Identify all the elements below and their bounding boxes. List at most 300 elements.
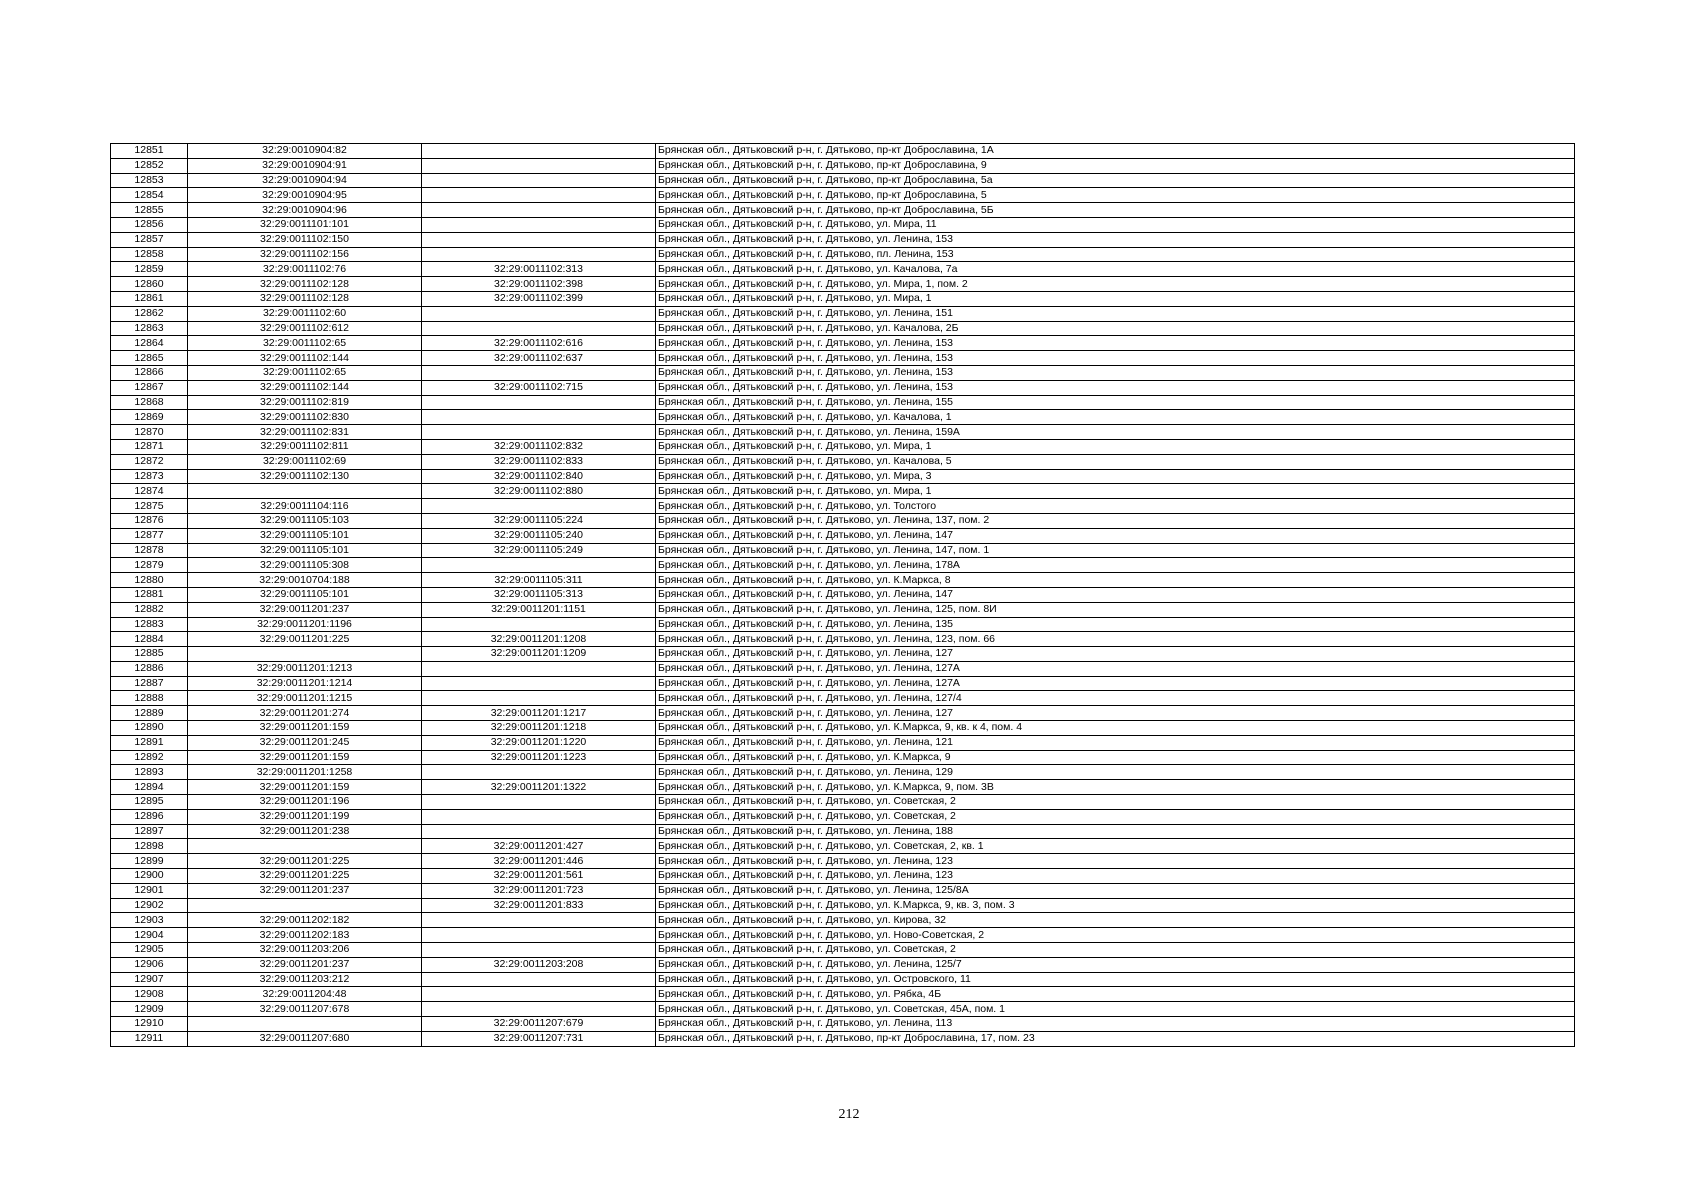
address-cell: Брянская обл., Дятьковский р-н, г. Дятьково, ул. Советская, 45А, пом. 1 bbox=[656, 1002, 1575, 1017]
related-cadastral-number-cell: 32:29:0011203:208 bbox=[422, 957, 656, 972]
address-cell: Брянская обл., Дятьковский р-н, г. Дятьково, ул. Ленина, 127/4 bbox=[656, 691, 1575, 706]
record-number-cell: 12878 bbox=[111, 543, 188, 558]
table-row bbox=[111, 513, 1575, 528]
record-number-cell: 12853 bbox=[111, 173, 188, 188]
record-number-cell: 12893 bbox=[111, 765, 188, 780]
record-number-cell: 12864 bbox=[111, 336, 188, 351]
cadastral-number-cell: 32:29:0011207:678 bbox=[188, 1002, 422, 1017]
table-row bbox=[111, 661, 1575, 676]
table-row bbox=[111, 928, 1575, 943]
page-number: 212 bbox=[838, 1107, 860, 1122]
related-cadastral-number-cell bbox=[422, 661, 656, 676]
address-cell: Брянская обл., Дятьковский р-н, г. Дятьково, ул. Ленина, 123, пом. 66 bbox=[656, 632, 1575, 647]
table-row bbox=[111, 321, 1575, 336]
cadastral-number-cell: 32:29:0010904:91 bbox=[188, 158, 422, 173]
record-number-cell: 12892 bbox=[111, 750, 188, 765]
record-number-cell: 12875 bbox=[111, 499, 188, 514]
table-row bbox=[111, 809, 1575, 824]
record-number-cell: 12862 bbox=[111, 306, 188, 321]
related-cadastral-number-cell: 32:29:0011102:880 bbox=[422, 484, 656, 499]
related-cadastral-number-cell bbox=[422, 913, 656, 928]
record-number-cell: 12886 bbox=[111, 661, 188, 676]
cadastral-number-cell: 32:29:0011102:156 bbox=[188, 247, 422, 262]
address-cell: Брянская обл., Дятьковский р-н, г. Дятьково, ул. Ленина, 125, пом. 8И bbox=[656, 602, 1575, 617]
related-cadastral-number-cell: 32:29:0011105:313 bbox=[422, 587, 656, 602]
address-cell: Брянская обл., Дятьковский р-н, г. Дятьково, ул. Ленина, 147 bbox=[656, 528, 1575, 543]
table-row bbox=[111, 277, 1575, 292]
related-cadastral-number-cell: 32:29:0011201:1151 bbox=[422, 602, 656, 617]
related-cadastral-number-cell bbox=[422, 765, 656, 780]
related-cadastral-number-cell: 32:29:0011105:249 bbox=[422, 543, 656, 558]
table-row bbox=[111, 543, 1575, 558]
record-number-cell: 12877 bbox=[111, 528, 188, 543]
address-cell: Брянская обл., Дятьковский р-н, г. Дятьково, ул. Толстого bbox=[656, 499, 1575, 514]
address-cell: Брянская обл., Дятьковский р-н, г. Дятьково, пр-кт Доброславина, 5 bbox=[656, 188, 1575, 203]
table-row bbox=[111, 706, 1575, 721]
related-cadastral-number-cell: 32:29:0011102:637 bbox=[422, 351, 656, 366]
related-cadastral-number-cell: 32:29:0011102:832 bbox=[422, 439, 656, 454]
cadastral-number-cell: 32:29:0011102:76 bbox=[188, 262, 422, 277]
address-cell: Брянская обл., Дятьковский р-н, г. Дятьково, ул. Рябка, 4Б bbox=[656, 987, 1575, 1002]
cadastral-number-cell bbox=[188, 484, 422, 499]
record-number-cell: 12856 bbox=[111, 217, 188, 232]
table-row bbox=[111, 558, 1575, 573]
address-cell: Брянская обл., Дятьковский р-н, г. Дятьково, пр-кт Доброславина, 1А bbox=[656, 144, 1575, 159]
record-number-cell: 12890 bbox=[111, 721, 188, 736]
record-number-cell: 12896 bbox=[111, 809, 188, 824]
table-row bbox=[111, 735, 1575, 750]
table-row bbox=[111, 336, 1575, 351]
record-number-cell: 12884 bbox=[111, 632, 188, 647]
cadastral-number-cell: 32:29:0011201:199 bbox=[188, 809, 422, 824]
related-cadastral-number-cell bbox=[422, 232, 656, 247]
table-row bbox=[111, 913, 1575, 928]
address-cell: Брянская обл., Дятьковский р-н, г. Дятьково, ул. Ленина, 129 bbox=[656, 765, 1575, 780]
record-number-cell: 12860 bbox=[111, 277, 188, 292]
related-cadastral-number-cell: 32:29:0011102:833 bbox=[422, 454, 656, 469]
table-row bbox=[111, 291, 1575, 306]
related-cadastral-number-cell bbox=[422, 676, 656, 691]
address-cell: Брянская обл., Дятьковский р-н, г. Дятьково, ул. Островского, 11 bbox=[656, 972, 1575, 987]
related-cadastral-number-cell: 32:29:0011102:616 bbox=[422, 336, 656, 351]
address-cell: Брянская обл., Дятьковский р-н, г. Дятьково, ул. Ново-Советская, 2 bbox=[656, 928, 1575, 943]
record-number-cell: 12858 bbox=[111, 247, 188, 262]
record-number-cell: 12873 bbox=[111, 469, 188, 484]
cadastral-number-cell: 32:29:0010904:96 bbox=[188, 203, 422, 218]
related-cadastral-number-cell bbox=[422, 499, 656, 514]
table-row bbox=[111, 1002, 1575, 1017]
record-number-cell: 12863 bbox=[111, 321, 188, 336]
record-number-cell: 12861 bbox=[111, 291, 188, 306]
cadastral-number-cell: 32:29:0011204:48 bbox=[188, 987, 422, 1002]
related-cadastral-number-cell: 32:29:0011201:446 bbox=[422, 854, 656, 869]
record-number-cell: 12885 bbox=[111, 647, 188, 662]
related-cadastral-number-cell bbox=[422, 306, 656, 321]
address-cell: Брянская обл., Дятьковский р-н, г. Дятьково, ул. Ленина, 113 bbox=[656, 1017, 1575, 1032]
cadastral-number-cell: 32:29:0011201:1215 bbox=[188, 691, 422, 706]
cadastral-number-cell: 32:29:0011102:128 bbox=[188, 291, 422, 306]
table-row bbox=[111, 144, 1575, 159]
table-row bbox=[111, 780, 1575, 795]
record-number-cell: 12883 bbox=[111, 617, 188, 632]
table-row bbox=[111, 587, 1575, 602]
cadastral-number-cell: 32:29:0011201:225 bbox=[188, 869, 422, 884]
address-cell: Брянская обл., Дятьковский р-н, г. Дятьково, ул. Ленина, 127 bbox=[656, 706, 1575, 721]
table-row bbox=[111, 217, 1575, 232]
address-cell: Брянская обл., Дятьковский р-н, г. Дятьково, ул. К.Маркса, 9, кв. к 4, пом. 4 bbox=[656, 721, 1575, 736]
address-cell: Брянская обл., Дятьковский р-н, г. Дятьково, ул. Мира, 1 bbox=[656, 439, 1575, 454]
table-row bbox=[111, 1031, 1575, 1046]
related-cadastral-number-cell bbox=[422, 144, 656, 159]
related-cadastral-number-cell bbox=[422, 691, 656, 706]
record-number-cell: 12898 bbox=[111, 839, 188, 854]
related-cadastral-number-cell: 32:29:0011207:731 bbox=[422, 1031, 656, 1046]
record-number-cell: 12891 bbox=[111, 735, 188, 750]
record-number-cell: 12854 bbox=[111, 188, 188, 203]
record-number-cell: 12908 bbox=[111, 987, 188, 1002]
address-cell: Брянская обл., Дятьковский р-н, г. Дятьково, ул. К.Маркса, 9, пом. 3В bbox=[656, 780, 1575, 795]
related-cadastral-number-cell: 32:29:0011207:679 bbox=[422, 1017, 656, 1032]
related-cadastral-number-cell bbox=[422, 795, 656, 810]
cadastral-number-cell: 32:29:0011201:237 bbox=[188, 602, 422, 617]
table-row bbox=[111, 395, 1575, 410]
address-cell: Брянская обл., Дятьковский р-н, г. Дятьково, ул. Кирова, 32 bbox=[656, 913, 1575, 928]
table-row bbox=[111, 957, 1575, 972]
cadastral-number-cell: 32:29:0011102:831 bbox=[188, 425, 422, 440]
cadastral-number-cell: 32:29:0011201:237 bbox=[188, 883, 422, 898]
related-cadastral-number-cell bbox=[422, 809, 656, 824]
record-number-cell: 12852 bbox=[111, 158, 188, 173]
cadastral-number-cell: 32:29:0011105:103 bbox=[188, 513, 422, 528]
address-cell: Брянская обл., Дятьковский р-н, г. Дятьково, ул. Мира, 1, пом. 2 bbox=[656, 277, 1575, 292]
related-cadastral-number-cell bbox=[422, 410, 656, 425]
table-row bbox=[111, 632, 1575, 647]
cadastral-number-cell: 32:29:0011102:830 bbox=[188, 410, 422, 425]
address-cell: Брянская обл., Дятьковский р-н, г. Дятьково, ул. Ленина, 135 bbox=[656, 617, 1575, 632]
table-row bbox=[111, 943, 1575, 958]
record-number-cell: 12905 bbox=[111, 943, 188, 958]
cadastral-number-cell: 32:29:0010904:82 bbox=[188, 144, 422, 159]
record-number-cell: 12851 bbox=[111, 144, 188, 159]
registry-table bbox=[110, 143, 1575, 1047]
table-row bbox=[111, 380, 1575, 395]
registry-table-body bbox=[111, 144, 1575, 1047]
related-cadastral-number-cell: 32:29:0011102:398 bbox=[422, 277, 656, 292]
address-cell: Брянская обл., Дятьковский р-н, г. Дятьково, ул. Ленина, 153 bbox=[656, 336, 1575, 351]
cadastral-number-cell bbox=[188, 898, 422, 913]
cadastral-number-cell bbox=[188, 647, 422, 662]
cadastral-number-cell: 32:29:0011102:144 bbox=[188, 351, 422, 366]
record-number-cell: 12902 bbox=[111, 898, 188, 913]
address-cell: Брянская обл., Дятьковский р-н, г. Дятьково, ул. Ленина, 188 bbox=[656, 824, 1575, 839]
table-row bbox=[111, 883, 1575, 898]
table-row bbox=[111, 898, 1575, 913]
address-cell: Брянская обл., Дятьковский р-н, г. Дятьково, пр-кт Доброславина, 17, пом. 23 bbox=[656, 1031, 1575, 1046]
address-cell: Брянская обл., Дятьковский р-н, г. Дятьково, ул. Ленина, 159А bbox=[656, 425, 1575, 440]
cadastral-number-cell: 32:29:0011102:144 bbox=[188, 380, 422, 395]
related-cadastral-number-cell bbox=[422, 558, 656, 573]
related-cadastral-number-cell: 32:29:0011201:723 bbox=[422, 883, 656, 898]
related-cadastral-number-cell bbox=[422, 943, 656, 958]
address-cell: Брянская обл., Дятьковский р-н, г. Дятьково, ул. Советская, 2 bbox=[656, 809, 1575, 824]
related-cadastral-number-cell bbox=[422, 247, 656, 262]
related-cadastral-number-cell bbox=[422, 972, 656, 987]
table-row bbox=[111, 351, 1575, 366]
record-number-cell: 12897 bbox=[111, 824, 188, 839]
record-number-cell: 12870 bbox=[111, 425, 188, 440]
table-row bbox=[111, 647, 1575, 662]
related-cadastral-number-cell bbox=[422, 824, 656, 839]
related-cadastral-number-cell: 32:29:0011201:1220 bbox=[422, 735, 656, 750]
record-number-cell: 12889 bbox=[111, 706, 188, 721]
cadastral-number-cell: 32:29:0011201:196 bbox=[188, 795, 422, 810]
record-number-cell: 12876 bbox=[111, 513, 188, 528]
cadastral-number-cell: 32:29:0011104:116 bbox=[188, 499, 422, 514]
table-row bbox=[111, 602, 1575, 617]
table-row bbox=[111, 765, 1575, 780]
cadastral-number-cell: 32:29:0011102:65 bbox=[188, 365, 422, 380]
related-cadastral-number-cell bbox=[422, 928, 656, 943]
address-cell: Брянская обл., Дятьковский р-н, г. Дятьково, ул. Ленина, 151 bbox=[656, 306, 1575, 321]
cadastral-number-cell: 32:29:0011203:206 bbox=[188, 943, 422, 958]
cadastral-number-cell: 32:29:0011105:101 bbox=[188, 587, 422, 602]
table-row bbox=[111, 573, 1575, 588]
related-cadastral-number-cell bbox=[422, 217, 656, 232]
record-number-cell: 12887 bbox=[111, 676, 188, 691]
related-cadastral-number-cell: 32:29:0011102:399 bbox=[422, 291, 656, 306]
table-row bbox=[111, 262, 1575, 277]
address-cell: Брянская обл., Дятьковский р-н, г. Дятьково, ул. Ленина, 123 bbox=[656, 869, 1575, 884]
related-cadastral-number-cell bbox=[422, 203, 656, 218]
cadastral-number-cell: 32:29:0011201:1214 bbox=[188, 676, 422, 691]
table-row bbox=[111, 158, 1575, 173]
address-cell: Брянская обл., Дятьковский р-н, г. Дятьково, ул. Мира, 11 bbox=[656, 217, 1575, 232]
related-cadastral-number-cell: 32:29:0011201:1208 bbox=[422, 632, 656, 647]
cadastral-number-cell: 32:29:0011201:237 bbox=[188, 957, 422, 972]
table-row bbox=[111, 972, 1575, 987]
address-cell: Брянская обл., Дятьковский р-н, г. Дятьково, ул. Мира, 1 bbox=[656, 484, 1575, 499]
table-row bbox=[111, 691, 1575, 706]
cadastral-number-cell: 32:29:0011102:65 bbox=[188, 336, 422, 351]
table-row bbox=[111, 173, 1575, 188]
address-cell: Брянская обл., Дятьковский р-н, г. Дятьково, ул. Ленина, 147, пом. 1 bbox=[656, 543, 1575, 558]
table-row bbox=[111, 721, 1575, 736]
cadastral-number-cell: 32:29:0011102:612 bbox=[188, 321, 422, 336]
table-row bbox=[111, 454, 1575, 469]
address-cell: Брянская обл., Дятьковский р-н, г. Дятьково, пр-кт Доброславина, 5а bbox=[656, 173, 1575, 188]
address-cell: Брянская обл., Дятьковский р-н, г. Дятьково, ул. Ленина, 125/8А bbox=[656, 883, 1575, 898]
address-cell: Брянская обл., Дятьковский р-н, г. Дятьково, ул. Качалова, 7а bbox=[656, 262, 1575, 277]
address-cell: Брянская обл., Дятьковский р-н, г. Дятьково, ул. Советская, 2, кв. 1 bbox=[656, 839, 1575, 854]
record-number-cell: 12855 bbox=[111, 203, 188, 218]
table-row bbox=[111, 617, 1575, 632]
related-cadastral-number-cell: 32:29:0011201:1218 bbox=[422, 721, 656, 736]
table-row bbox=[111, 824, 1575, 839]
record-number-cell: 12879 bbox=[111, 558, 188, 573]
table-row bbox=[111, 232, 1575, 247]
related-cadastral-number-cell bbox=[422, 365, 656, 380]
cadastral-number-cell: 32:29:0011202:182 bbox=[188, 913, 422, 928]
address-cell: Брянская обл., Дятьковский р-н, г. Дятьково, ул. Советская, 2 bbox=[656, 943, 1575, 958]
cadastral-number-cell: 32:29:0011105:308 bbox=[188, 558, 422, 573]
record-number-cell: 12909 bbox=[111, 1002, 188, 1017]
cadastral-number-cell: 32:29:0011207:680 bbox=[188, 1031, 422, 1046]
cadastral-number-cell: 32:29:0011105:101 bbox=[188, 543, 422, 558]
cadastral-number-cell: 32:29:0011201:238 bbox=[188, 824, 422, 839]
related-cadastral-number-cell: 32:29:0011102:313 bbox=[422, 262, 656, 277]
address-cell: Брянская обл., Дятьковский р-н, г. Дятьково, ул. Ленина, 153 bbox=[656, 351, 1575, 366]
record-number-cell: 12899 bbox=[111, 854, 188, 869]
table-row bbox=[111, 365, 1575, 380]
table-row bbox=[111, 750, 1575, 765]
record-number-cell: 12904 bbox=[111, 928, 188, 943]
address-cell: Брянская обл., Дятьковский р-н, г. Дятьково, ул. Качалова, 5 bbox=[656, 454, 1575, 469]
table-row bbox=[111, 499, 1575, 514]
cadastral-number-cell: 32:29:0011201:159 bbox=[188, 721, 422, 736]
cadastral-number-cell: 32:29:0011201:159 bbox=[188, 750, 422, 765]
cadastral-number-cell: 32:29:0011201:1258 bbox=[188, 765, 422, 780]
record-number-cell: 12882 bbox=[111, 602, 188, 617]
address-cell: Брянская обл., Дятьковский р-н, г. Дятьково, ул. К.Маркса, 9, кв. 3, пом. 3 bbox=[656, 898, 1575, 913]
record-number-cell: 12903 bbox=[111, 913, 188, 928]
cadastral-number-cell: 32:29:0011201:1196 bbox=[188, 617, 422, 632]
related-cadastral-number-cell bbox=[422, 173, 656, 188]
table-row bbox=[111, 439, 1575, 454]
table-row bbox=[111, 839, 1575, 854]
address-cell: Брянская обл., Дятьковский р-н, г. Дятьково, ул. Советская, 2 bbox=[656, 795, 1575, 810]
table-row bbox=[111, 676, 1575, 691]
record-number-cell: 12865 bbox=[111, 351, 188, 366]
related-cadastral-number-cell: 32:29:0011201:561 bbox=[422, 869, 656, 884]
address-cell: Брянская обл., Дятьковский р-н, г. Дятьково, ул. К.Маркса, 8 bbox=[656, 573, 1575, 588]
cadastral-number-cell: 32:29:0011203:212 bbox=[188, 972, 422, 987]
cadastral-number-cell: 32:29:0010704:188 bbox=[188, 573, 422, 588]
address-cell: Брянская обл., Дятьковский р-н, г. Дятьково, ул. Ленина, 155 bbox=[656, 395, 1575, 410]
address-cell: Брянская обл., Дятьковский р-н, г. Дятьково, ул. Ленина, 127А bbox=[656, 676, 1575, 691]
address-cell: Брянская обл., Дятьковский р-н, г. Дятьково, ул. Ленина, 121 bbox=[656, 735, 1575, 750]
related-cadastral-number-cell bbox=[422, 617, 656, 632]
related-cadastral-number-cell: 32:29:0011201:833 bbox=[422, 898, 656, 913]
record-number-cell: 12906 bbox=[111, 957, 188, 972]
address-cell: Брянская обл., Дятьковский р-н, г. Дятьково, ул. Ленина, 153 bbox=[656, 380, 1575, 395]
address-cell: Брянская обл., Дятьковский р-н, г. Дятьково, ул. Ленина, 125/7 bbox=[656, 957, 1575, 972]
record-number-cell: 12872 bbox=[111, 454, 188, 469]
record-number-cell: 12910 bbox=[111, 1017, 188, 1032]
cadastral-number-cell: 32:29:0011201:225 bbox=[188, 632, 422, 647]
related-cadastral-number-cell: 32:29:0011201:427 bbox=[422, 839, 656, 854]
record-number-cell: 12871 bbox=[111, 439, 188, 454]
record-number-cell: 12874 bbox=[111, 484, 188, 499]
address-cell: Брянская обл., Дятьковский р-н, г. Дятьково, ул. К.Маркса, 9 bbox=[656, 750, 1575, 765]
address-cell: Брянская обл., Дятьковский р-н, г. Дятьково, ул. Мира, 1 bbox=[656, 291, 1575, 306]
related-cadastral-number-cell: 32:29:0011201:1217 bbox=[422, 706, 656, 721]
cadastral-number-cell: 32:29:0011102:60 bbox=[188, 306, 422, 321]
cadastral-number-cell: 32:29:0011102:128 bbox=[188, 277, 422, 292]
related-cadastral-number-cell bbox=[422, 395, 656, 410]
address-cell: Брянская обл., Дятьковский р-н, г. Дятьково, ул. Ленина, 153 bbox=[656, 365, 1575, 380]
address-cell: Брянская обл., Дятьковский р-н, г. Дятьково, ул. Ленина, 137, пом. 2 bbox=[656, 513, 1575, 528]
table-row bbox=[111, 854, 1575, 869]
table-row bbox=[111, 425, 1575, 440]
related-cadastral-number-cell bbox=[422, 987, 656, 1002]
record-number-cell: 12859 bbox=[111, 262, 188, 277]
cadastral-number-cell: 32:29:0011201:225 bbox=[188, 854, 422, 869]
address-cell: Брянская обл., Дятьковский р-н, г. Дятьково, ул. Ленина, 153 bbox=[656, 232, 1575, 247]
cadastral-number-cell: 32:29:0011102:150 bbox=[188, 232, 422, 247]
record-number-cell: 12894 bbox=[111, 780, 188, 795]
related-cadastral-number-cell bbox=[422, 425, 656, 440]
record-number-cell: 12868 bbox=[111, 395, 188, 410]
cadastral-number-cell: 32:29:0011102:130 bbox=[188, 469, 422, 484]
record-number-cell: 12888 bbox=[111, 691, 188, 706]
record-number-cell: 12881 bbox=[111, 587, 188, 602]
cadastral-number-cell: 32:29:0010904:94 bbox=[188, 173, 422, 188]
related-cadastral-number-cell: 32:29:0011201:1223 bbox=[422, 750, 656, 765]
record-number-cell: 12895 bbox=[111, 795, 188, 810]
related-cadastral-number-cell bbox=[422, 1002, 656, 1017]
record-number-cell: 12880 bbox=[111, 573, 188, 588]
related-cadastral-number-cell: 32:29:0011102:715 bbox=[422, 380, 656, 395]
cadastral-number-cell: 32:29:0011102:819 bbox=[188, 395, 422, 410]
cadastral-number-cell: 32:29:0011201:1213 bbox=[188, 661, 422, 676]
record-number-cell: 12900 bbox=[111, 869, 188, 884]
related-cadastral-number-cell bbox=[422, 188, 656, 203]
record-number-cell: 12867 bbox=[111, 380, 188, 395]
related-cadastral-number-cell bbox=[422, 321, 656, 336]
record-number-cell: 12857 bbox=[111, 232, 188, 247]
cadastral-number-cell bbox=[188, 1017, 422, 1032]
address-cell: Брянская обл., Дятьковский р-н, г. Дятьково, ул. Ленина, 147 bbox=[656, 587, 1575, 602]
related-cadastral-number-cell: 32:29:0011105:224 bbox=[422, 513, 656, 528]
cadastral-number-cell: 32:29:0011102:69 bbox=[188, 454, 422, 469]
cadastral-number-cell: 32:29:0011101:101 bbox=[188, 217, 422, 232]
record-number-cell: 12911 bbox=[111, 1031, 188, 1046]
address-cell: Брянская обл., Дятьковский р-н, г. Дятьково, ул. Качалова, 2Б bbox=[656, 321, 1575, 336]
cadastral-number-cell: 32:29:0011201:245 bbox=[188, 735, 422, 750]
table-row bbox=[111, 410, 1575, 425]
address-cell: Брянская обл., Дятьковский р-н, г. Дятьково, ул. Качалова, 1 bbox=[656, 410, 1575, 425]
address-cell: Брянская обл., Дятьковский р-н, г. Дятьково, ул. Ленина, 123 bbox=[656, 854, 1575, 869]
table-row bbox=[111, 484, 1575, 499]
cadastral-number-cell: 32:29:0011202:183 bbox=[188, 928, 422, 943]
cadastral-number-cell: 32:29:0011201:274 bbox=[188, 706, 422, 721]
related-cadastral-number-cell: 32:29:0011201:1209 bbox=[422, 647, 656, 662]
record-number-cell: 12907 bbox=[111, 972, 188, 987]
related-cadastral-number-cell: 32:29:0011105:240 bbox=[422, 528, 656, 543]
cadastral-number-cell: 32:29:0011201:159 bbox=[188, 780, 422, 795]
table-row bbox=[111, 795, 1575, 810]
address-cell: Брянская обл., Дятьковский р-н, г. Дятьково, пр-кт Доброславина, 9 bbox=[656, 158, 1575, 173]
cadastral-number-cell bbox=[188, 839, 422, 854]
cadastral-number-cell: 32:29:0011105:101 bbox=[188, 528, 422, 543]
related-cadastral-number-cell: 32:29:0011105:311 bbox=[422, 573, 656, 588]
table-row bbox=[111, 247, 1575, 262]
cadastral-number-cell: 32:29:0011102:811 bbox=[188, 439, 422, 454]
address-cell: Брянская обл., Дятьковский р-н, г. Дятьково, ул. Ленина, 127А bbox=[656, 661, 1575, 676]
table-row bbox=[111, 528, 1575, 543]
related-cadastral-number-cell bbox=[422, 158, 656, 173]
record-number-cell: 12866 bbox=[111, 365, 188, 380]
address-cell: Брянская обл., Дятьковский р-н, г. Дятьково, пл. Ленина, 153 bbox=[656, 247, 1575, 262]
address-cell: Брянская обл., Дятьковский р-н, г. Дятьково, ул. Ленина, 127 bbox=[656, 647, 1575, 662]
address-cell: Брянская обл., Дятьковский р-н, г. Дятьково, ул. Ленина, 178А bbox=[656, 558, 1575, 573]
address-cell: Брянская обл., Дятьковский р-н, г. Дятьково, пр-кт Доброславина, 5Б bbox=[656, 203, 1575, 218]
table-row bbox=[111, 469, 1575, 484]
record-number-cell: 12869 bbox=[111, 410, 188, 425]
table-row bbox=[111, 1017, 1575, 1032]
address-cell: Брянская обл., Дятьковский р-н, г. Дятьково, ул. Мира, 3 bbox=[656, 469, 1575, 484]
related-cadastral-number-cell: 32:29:0011201:1322 bbox=[422, 780, 656, 795]
